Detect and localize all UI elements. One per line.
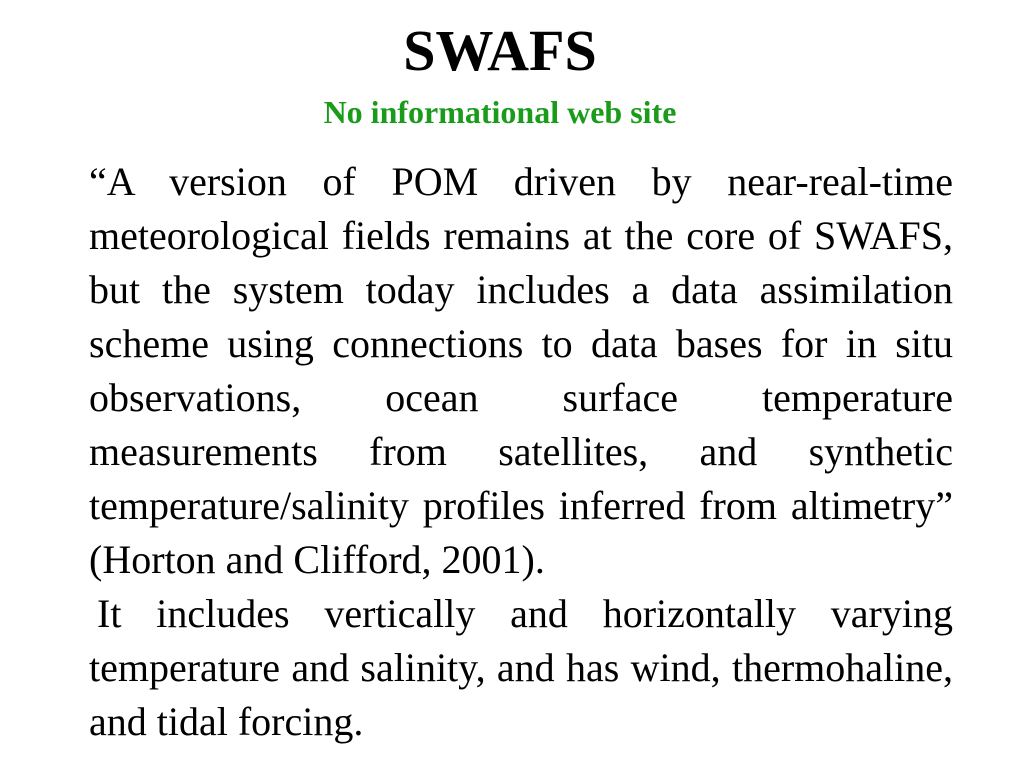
slide-body — [89, 155, 953, 749]
slide-title: SWAFS — [403, 18, 597, 83]
slide-subtitle: No informational web site — [323, 94, 677, 130]
quote-paragraph: “A version of POM driven by near-real-time meteorological fields remains at the core of SWAFS, but the system today includes a data assimilation scheme using connections to data bases for in situ observations, ocean surface temperature measurements from satellites, and synthetic temperature/salinity profiles inferred from altimetry” (Horton and Clifford, 2001). — [89, 159, 953, 582]
description-paragraph: It includes vertically and horizontally varying temperature and salinity, and has wind, thermohaline, and tidal forcing. — [89, 591, 953, 744]
